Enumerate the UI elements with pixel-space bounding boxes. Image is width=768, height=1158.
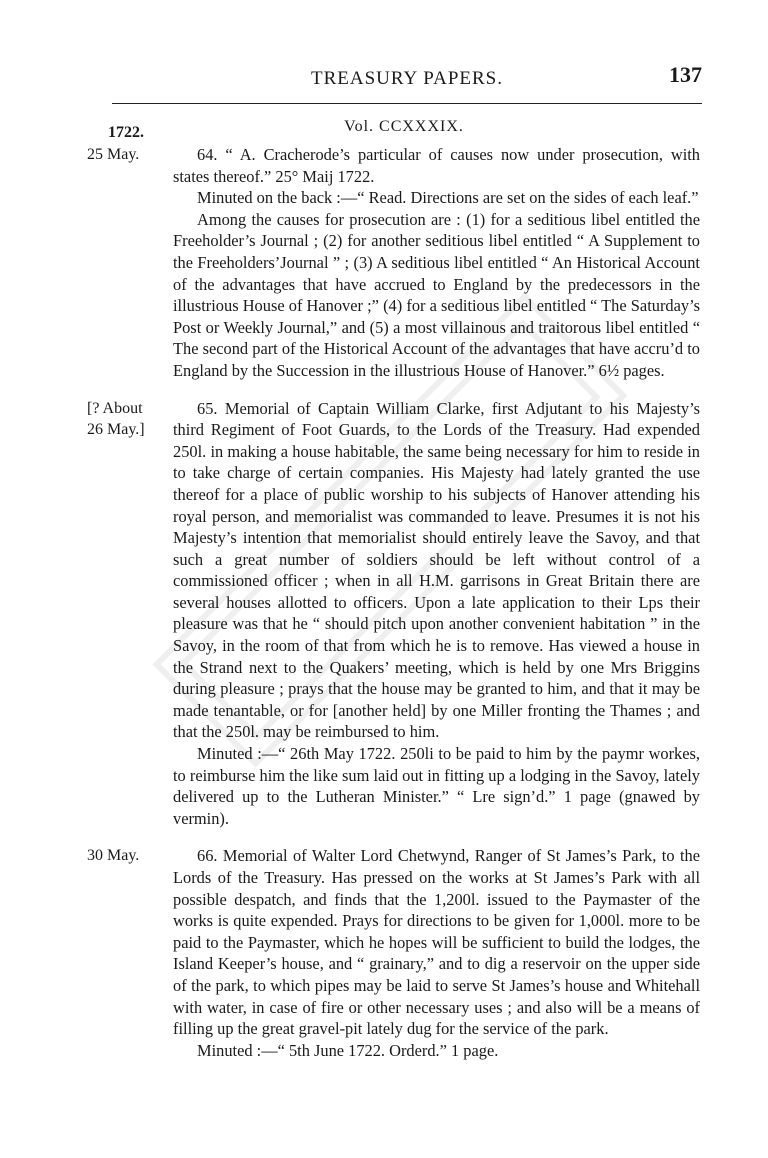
entry-date: [? About 26 May.]	[87, 399, 145, 439]
entry-66	[87, 845, 700, 1061]
page-number: 137	[669, 62, 702, 87]
volume-label: Vol. CCXXXIX.	[344, 118, 464, 135]
entry-text	[173, 144, 700, 382]
running-title: TREASURY PAPERS.	[311, 68, 503, 89]
entry-date: 25 May.	[87, 146, 140, 163]
entry-paragraph: 65. Memorial of Captain William Clarke, first Adjutant to his Majesty’s third Regiment of Foot Guards, to the Lords of the Treasury. Had expended 250l. in making a house habitable, the same being necessary for him to reside in to take charge of certain companies. His Majesty had lately granted the use thereof for a place of public worship to his subjects of Hanover attending his royal person, and memorialist was commanded to leave. Presumes it is not his Majesty’s intention that memorialist should entirely leave the Savoy, and that such a great number of soldiers should be left without control of a commissioned officer ; when in all H.M. garrisons in Great Britain there are several houses allotted to officers. Upon a late application to their Lps their pleasure was that he “ should pitch upon another convenient habitation ” in the Savoy, in the room of that from which he is to remove. Has viewed a house in the Strand next to the Quakers’ meeting, which is held by one Mrs Briggins during pleasure ; prays that the house may be granted to him, and that it may be made tenantable, or for [another held] by one Miller fronting the Thames ; and that the 250l. may be reimbursed to him.	[173, 398, 700, 742]
entry-text	[173, 845, 700, 1061]
entry-minute: Minuted on the back :—“ Read. Directions are set on the sides of each leaf.”	[197, 188, 699, 208]
page-header	[112, 58, 702, 98]
entry-paragraph: 66. Memorial of Walter Lord Chetwynd, Ranger of St James’s Park, to the Lords of the Treasury. Has pressed on the works at St James’s Park with all possible despatch, and finds that the 1,200l. issued to the Paymaster of the works is quite expended. Prays for directions to be given for 1,000l. more to be paid to the Paymaster, which he hopes will be sufficient to build the lodges, the Island Keeper’s house, and “ grainary,” and to dig a reservoir on the upper side of the park, to which pipes may be laid to serve St James’s house and Whitehall with water, in case of fire or other necessary uses ; and also will be a means of filling up the great gravel-pit lately dug for the service of the park.	[173, 846, 700, 1039]
entry-separator	[100, 382, 700, 398]
entry-minute: Minuted :—“ 26th May 1722. 250li to be paid to him by the paymr workes, to reimburse him the like sum laid out in fitting up a lodging in the Savoy, lately delivered up to the Lutheran Minister.” “ Lre sign’d.” 1 page (gnawed by vermin).	[173, 744, 700, 828]
entry-text	[173, 398, 700, 830]
header-rule	[112, 103, 702, 104]
entry-date: 30 May.	[87, 847, 140, 865]
year-label: 1722.	[108, 124, 144, 141]
entry-64	[87, 144, 700, 382]
entry-separator	[100, 829, 700, 845]
entry-65	[87, 398, 700, 830]
entry-paragraph: 64. “ A. Cracherode’s particular of causes now under prosecution, with states thereof.” 25° Maij 1722.	[173, 145, 700, 186]
entries	[87, 144, 700, 1061]
entry-paragraph: Among the causes for prosecution are : (1) for a seditious libel entitled the Freeholder’s Journal ; (2) for another seditious libel entitled “ A Supplement to the Freeholders’Journal ” ; (3) A seditious libel entitled “ An Historical Account of the advantages that have accrued to England by the predecessors in the illustrious House of Hanover ;” (4) for a seditious libel entitled “ The Saturday’s Post or Weekly Journal,” and (5) a most villainous and traitorous libel entitled “ The second part of the Historical Account of the advantages that have accru’d to England by the Succession in the illustrious House of Hanover.” 6½ pages.	[173, 209, 700, 380]
entry-minute: Minuted :—“ 5th June 1722. Orderd.” 1 page.	[197, 1040, 499, 1060]
